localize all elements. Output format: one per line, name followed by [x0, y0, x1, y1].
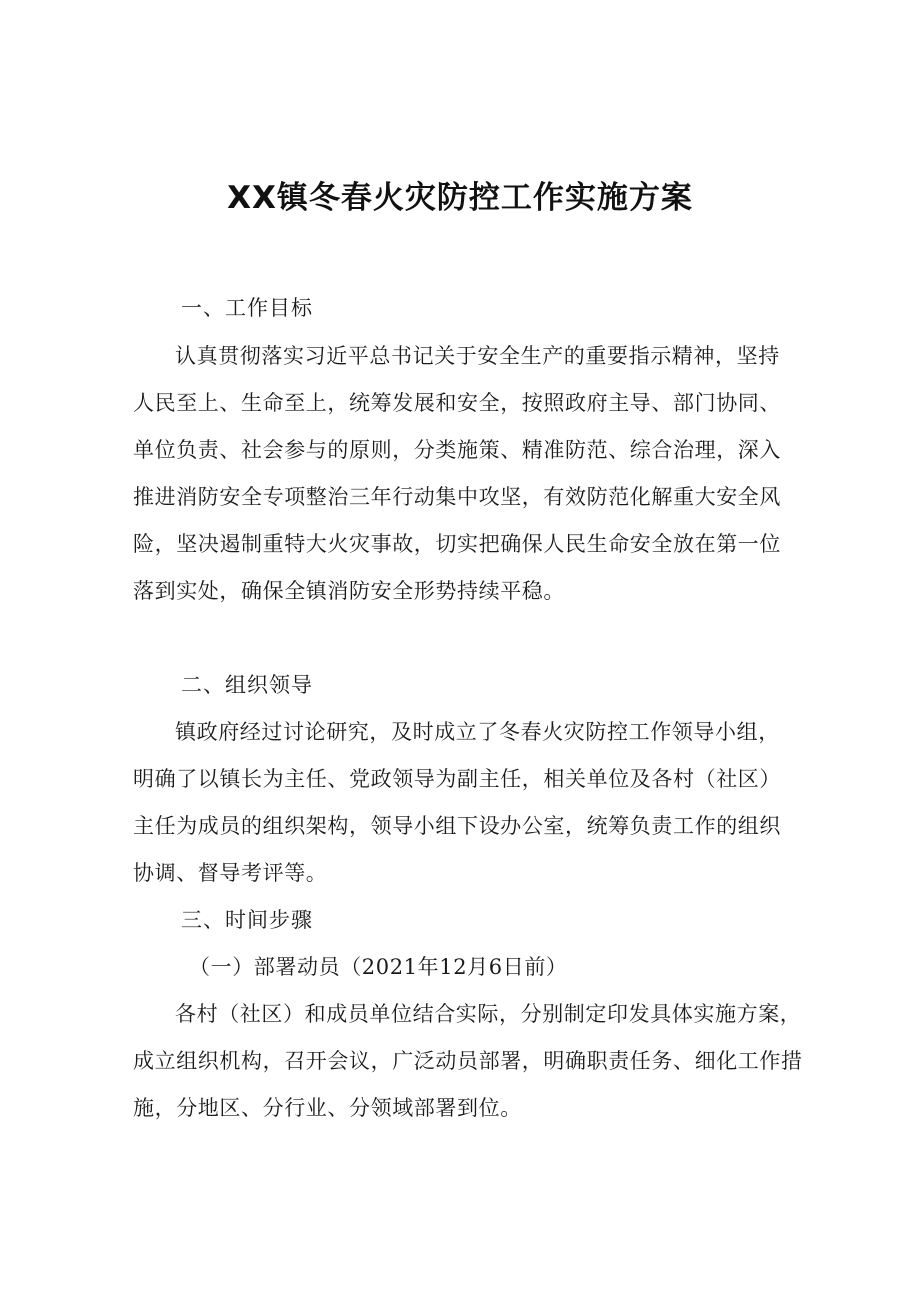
section-paragraph-organization: 镇政府经过讨论研究，及时成立了冬春火灾防控工作领导小组，明确了以镇长为主任、党政领导为副主任，相关单位及各村（社区）主任为成员的组织架构，领导小组下设办公室，统筹负责工作的组织协调、督导考评等。 [133, 720, 781, 885]
section-heading-goals: 一、工作目标 [181, 296, 313, 320]
section-paragraph-schedule: 各村（社区）和成员单位结合实际，分别制定印发具体实施方案，成立组织机构，召开会议，广泛动员部署，明确职责任务、细化工作措施，分地区、分行业、分领域部署到位。 [133, 1002, 803, 1120]
section-heading-schedule: 三、时间步骤 [181, 908, 313, 932]
section-heading-organization: 二、组织领导 [181, 673, 313, 697]
subsection-heading-mobilization: （一）部署动员（2021年12月6日前） [189, 955, 568, 979]
document-title: XX镇冬春火灾防控工作实施方案 [227, 180, 693, 216]
section-paragraph-goals: 认真贯彻落实习近平总书记关于安全生产的重要指示精神，坚持人民至上、生命至上，统筹发展和安全，按照政府主导、部门协同、单位负责、社会参与的原则，分类施策、精准防范、综合治理，深入推进消防安全专项整治三年行动集中攻坚，有效防范化解重大安全风险，坚决遏制重特大火灾事故，切实把确保人民生命安全放在第一位落到实处，确保全镇消防安全形势持续平稳。 [133, 344, 781, 603]
